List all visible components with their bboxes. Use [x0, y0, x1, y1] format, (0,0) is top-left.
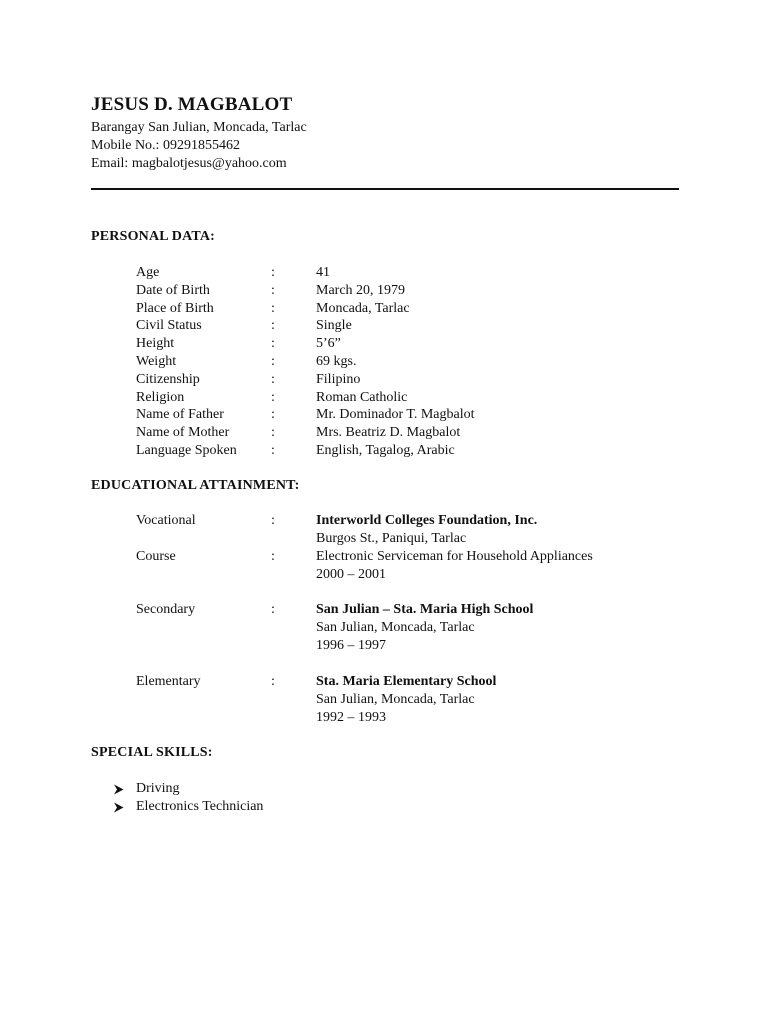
- mobile-number: Mobile No.: 09291855462: [91, 138, 240, 153]
- row-label: Name of Father: [136, 407, 224, 423]
- row-value: 41: [316, 265, 330, 280]
- spacer: [271, 530, 316, 548]
- row-value: Mrs. Beatriz D. Magbalot: [316, 425, 461, 441]
- row-value: Roman Catholic: [316, 389, 408, 405]
- personal-row-place-of-birth: [136, 300, 696, 318]
- row-value: Mr. Dominador T. Magbalot: [316, 407, 475, 423]
- course-value: Electronic Serviceman for Household Appliances: [316, 549, 593, 564]
- row-colon: :: [271, 282, 275, 298]
- row-label: Weight: [136, 353, 177, 369]
- personal-row-age: [136, 264, 696, 282]
- spacer: [271, 637, 316, 655]
- course-line: [136, 548, 696, 566]
- row-colon: :: [271, 407, 275, 423]
- secondary-label: Secondary: [136, 602, 196, 617]
- skills-list: [113, 780, 613, 816]
- row-colon: :: [271, 442, 275, 458]
- row-colon: :: [271, 300, 275, 316]
- education-secondary: [136, 601, 696, 655]
- spacer: [136, 691, 271, 709]
- email: Email: magbalotjesus@yahoo.com: [91, 156, 287, 171]
- vocational-colon: :: [271, 513, 275, 528]
- skills-title: SPECIAL SKILLS:: [91, 745, 213, 760]
- personal-data-list: [136, 264, 696, 460]
- row-label: Date of Birth: [136, 282, 210, 298]
- secondary-address-line: [136, 619, 696, 637]
- secondary-years-line: [136, 637, 696, 655]
- arrowhead-bullet-icon: [113, 784, 136, 795]
- spacer: [136, 637, 271, 655]
- elementary-years: 1992 – 1993: [316, 710, 386, 725]
- elementary-address-line: [136, 691, 696, 709]
- spacer: [136, 530, 271, 548]
- row-colon: :: [271, 425, 275, 441]
- elementary-colon: :: [271, 674, 275, 689]
- spacer: [136, 709, 271, 727]
- vocational-school: Interworld Colleges Foundation, Inc.: [316, 513, 538, 528]
- spacer: [271, 566, 316, 584]
- course-label: Course: [136, 549, 176, 564]
- spacer: [271, 691, 316, 709]
- elementary-school: Sta. Maria Elementary School: [316, 674, 497, 689]
- row-label: Name of Mother: [136, 425, 230, 441]
- personal-row-language-spoken: [136, 442, 696, 460]
- spacer: [271, 619, 316, 637]
- skill-label: Driving: [136, 781, 180, 796]
- resume-header: [91, 94, 679, 173]
- personal-row-civil-status: [136, 317, 696, 335]
- row-colon: :: [271, 371, 275, 387]
- vocational-line: [136, 512, 696, 530]
- row-value: Filipino: [316, 371, 361, 387]
- row-label: Religion: [136, 389, 185, 405]
- personal-data-title: PERSONAL DATA:: [91, 229, 216, 244]
- row-colon: :: [271, 318, 275, 334]
- row-value: March 20, 1979: [316, 282, 406, 298]
- spacer: [136, 566, 271, 584]
- spacer: [271, 709, 316, 727]
- secondary-school: San Julian – Sta. Maria High School: [316, 602, 534, 617]
- secondary-colon: :: [271, 602, 275, 617]
- education-vocational: [136, 512, 696, 584]
- elementary-line: [136, 673, 696, 691]
- row-label: Language Spoken: [136, 442, 237, 458]
- personal-row-citizenship: [136, 371, 696, 389]
- arrowhead-bullet-icon: [113, 802, 136, 813]
- row-label: Civil Status: [136, 318, 202, 334]
- personal-row-weight: [136, 353, 696, 371]
- elementary-years-line: [136, 709, 696, 727]
- spacer: [136, 619, 271, 637]
- personal-row-height: [136, 335, 696, 353]
- personal-row-name-of-mother: [136, 424, 696, 442]
- row-colon: :: [271, 389, 275, 405]
- row-colon: :: [271, 353, 275, 369]
- row-colon: :: [271, 336, 275, 352]
- education-title: EDUCATIONAL ATTAINMENT:: [91, 478, 300, 493]
- address: Barangay San Julian, Moncada, Tarlac: [91, 120, 307, 135]
- elementary-address: San Julian, Moncada, Tarlac: [316, 692, 475, 707]
- education-elementary: [136, 673, 696, 727]
- header-divider: [91, 188, 679, 190]
- course-colon: :: [271, 549, 275, 564]
- row-value: Single: [316, 318, 352, 334]
- personal-row-date-of-birth: [136, 282, 696, 300]
- applicant-name: JESUS D. MAGBALOT: [91, 94, 293, 115]
- row-label: Citizenship: [136, 371, 200, 387]
- personal-row-name-of-father: [136, 406, 696, 424]
- row-value: 69 kgs.: [316, 353, 357, 369]
- row-colon: :: [271, 265, 275, 280]
- row-label: Age: [136, 265, 160, 280]
- row-label: Place of Birth: [136, 300, 214, 316]
- row-value: 5’6”: [316, 336, 341, 352]
- row-value: English, Tagalog, Arabic: [316, 442, 455, 458]
- vocational-address: Burgos St., Paniqui, Tarlac: [316, 531, 467, 546]
- row-label: Height: [136, 336, 175, 352]
- secondary-address: San Julian, Moncada, Tarlac: [316, 620, 475, 635]
- vocational-address-line: [136, 530, 696, 548]
- vocational-years-line: [136, 566, 696, 584]
- row-value: Moncada, Tarlac: [316, 300, 410, 316]
- elementary-label: Elementary: [136, 674, 201, 689]
- personal-row-religion: [136, 389, 696, 407]
- list-item: [113, 780, 613, 798]
- secondary-years: 1996 – 1997: [316, 638, 386, 653]
- secondary-line: [136, 601, 696, 619]
- skill-label: Electronics Technician: [136, 799, 264, 814]
- vocational-years: 2000 – 2001: [316, 567, 386, 582]
- vocational-label: Vocational: [136, 513, 196, 528]
- list-item: [113, 798, 613, 816]
